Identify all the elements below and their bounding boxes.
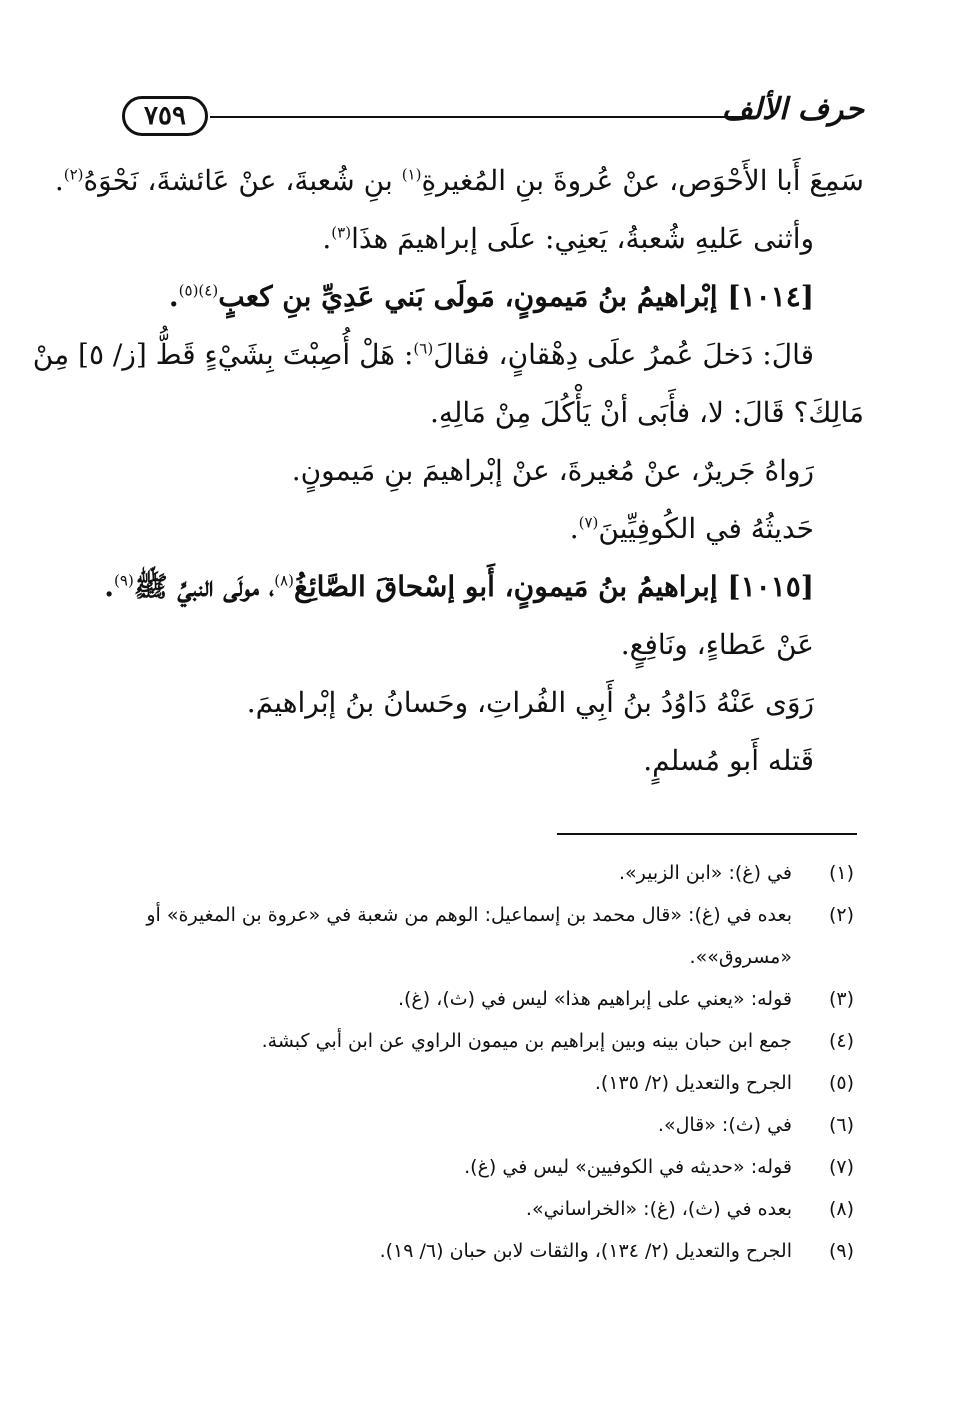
- text-line-6: رَواهُ جَريرٌ، عنْ مُغيرةَ، عنْ إبْراهيمَ بنِ مَيمونٍ.: [291, 454, 814, 487]
- text-line-1: سَمِعَ أَبا الأَحْوَص، عنْ عُروةَ بنِ المُغيرةِ$^{(١)}$ بنِ شُعبةَ، عنْ عَائشةَ، نَحْوَهُ$^{(٢)}$.: [54, 164, 864, 197]
- footnote-6: (٦) في (ث): «قال».: [657, 1114, 854, 1136]
- footnote-separator: [557, 833, 857, 835]
- text-line-7: حَديثُهُ في الكُوفِيِّينَ$^{(٧)}$.: [569, 512, 814, 545]
- text-line-5: مَالِكَ؟ قَالَ: لا، فأَبَى أنْ يَأْكُلَ مِنْ مَالِهِ.: [429, 396, 864, 429]
- footnotes: [112, 852, 864, 1272]
- footnote-5: (٥) الجرح والتعديل (٢/ ١٣٥).: [594, 1072, 854, 1094]
- footnote-2: (٢) بعده في (غ): «قال محمد بن إسماعيل: الوهم من شعبة في «عروة بن المغيرة» أو «مسروق»».: [146, 904, 854, 968]
- header-rule: [210, 116, 754, 118]
- page-number-badge: ٧٥٩: [122, 96, 208, 136]
- page-header: [112, 92, 864, 142]
- entry-heading-1015: [١٠١٥] إبراهيمُ بنُ مَيمونٍ، أَبو إسْحاقَ الصَّائِغُ$^{(٨)}$، مولَى النبيِّ ﷺ$^{(٩)}$.: [104, 570, 814, 603]
- text-line-10: رَوَى عَنْهُ دَاوُدُ بنُ أَبِي الفُراتِ، وحَسانُ بنُ إبْراهيمَ.: [246, 686, 814, 719]
- footnote-4: (٤) جمع ابن حبان بينه وبين إبراهيم بن ميمون الراوي عن ابن أبي كبشة.: [261, 1030, 854, 1052]
- main-text: [32, 152, 864, 790]
- text-line-9: عَنْ عَطاءٍ، ونَافِعٍ.: [620, 628, 814, 661]
- text-line-4: قالَ: دَخلَ عُمرُ علَى دِهْقانٍ، فقالَ$^{(٦)}$: هَلْ أُصِبْتَ بِشَيْءٍ قَطُّ [ز/ ٥] مِنْ: [32, 338, 814, 371]
- footnote-8: (٨) بعده في (ث)، (غ): «الخراساني».: [525, 1198, 854, 1220]
- footnote-9: (٩) الجرح والتعديل (٢/ ١٣٤)، والثقات لابن حبان (٦/ ١٩).: [379, 1240, 854, 1262]
- text-line-11: قَتله أَبو مُسلمٍ.: [643, 744, 814, 777]
- chapter-title: حرف الألف: [721, 92, 864, 127]
- text-line-2: وأثنى عَليهِ شُعبةُ، يَعنِي: علَى إبراهيمَ هذَا$^{(٣)}$.: [322, 222, 814, 255]
- footnote-3: (٣) قوله: «يعني على إبراهيم هذا» ليس في (ث)، (غ).: [397, 988, 854, 1010]
- footnote-7: (٧) قوله: «حديثه في الكوفيين» ليس في (غ).: [464, 1156, 854, 1178]
- footnote-1: (١) في (غ): «ابن الزبير».: [619, 862, 854, 884]
- entry-heading-1014: [١٠١٤] إبْراهيمُ بنُ مَيمونٍ، مَولَى بَني عَدِيِّ بنِ كعبٍ$^{(٤)(٥)}$.: [168, 280, 814, 313]
